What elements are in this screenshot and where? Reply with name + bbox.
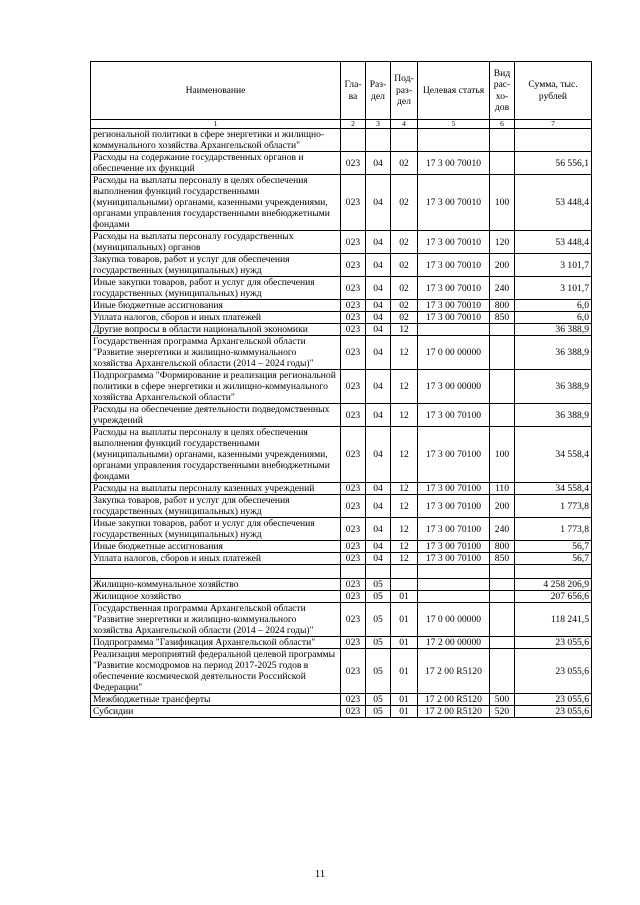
row-podrazdel-cell: 01 [391,603,418,637]
row-glava-cell: 023 [341,637,366,649]
column-number: 4 [391,120,418,129]
row-glava-cell: 023 [341,370,366,404]
row-name-cell: Закупка товаров, работ и услуг для обеспечения государственных (муниципальных) нужд [91,495,341,518]
row-target-cell: 17 3 00 70010 [418,254,490,277]
row-sum-cell: 36 388,9 [515,324,592,336]
table-row [91,404,592,427]
row-vid-cell: 850 [490,553,515,565]
row-sum-cell: 3 101,7 [515,254,592,277]
table-row [91,427,592,483]
row-target-cell: 17 3 00 00000 [418,370,490,404]
row-glava-cell: 023 [341,579,366,591]
row-target-cell: 17 2 00 R5120 [418,706,490,718]
row-razdel-cell: 04 [366,518,391,541]
table-row [91,541,592,553]
row-name-cell: Расходы на выплаты персоналу в целях обеспечения выполнения функций государственными (муниципальными) органами, казенными учреждениями, органами управления государственными внебюджетными фондами [91,175,341,231]
row-glava-cell: 023 [341,694,366,706]
row-target-cell: 17 3 00 70100 [418,518,490,541]
header-name: Наименование [91,62,341,120]
row-glava-cell: 023 [341,175,366,231]
row-razdel-cell: 05 [366,579,391,591]
row-glava-cell: 023 [341,336,366,370]
table-row [91,152,592,175]
row-name-cell: региональной политики в сфере энергетики и жилищно-коммунального хозяйства Архангельской области" [91,129,341,152]
row-razdel-cell: 04 [366,175,391,231]
row-sum-cell: 36 388,9 [515,404,592,427]
row-glava-cell: 023 [341,541,366,553]
row-name-cell: Иные бюджетные ассигнования [91,300,341,312]
table-row [91,637,592,649]
table-row [91,231,592,254]
row-name-cell: Расходы на выплаты персоналу государственных (муниципальных) органов [91,231,341,254]
row-glava-cell: 023 [341,277,366,300]
column-number: 6 [490,120,515,129]
row-name-cell: Расходы на содержание государственных органов и обеспечение их функций [91,152,341,175]
row-target-cell: 17 3 00 70010 [418,231,490,254]
row-name-cell: Жилищное хозяйство [91,591,341,603]
row-name-cell [91,565,341,579]
row-razdel-cell: 04 [366,324,391,336]
row-razdel-cell: 05 [366,591,391,603]
row-vid-cell: 800 [490,300,515,312]
row-glava-cell: 023 [341,603,366,637]
table-row [91,277,592,300]
row-target-cell [418,129,490,152]
row-sum-cell [515,129,592,152]
row-glava-cell: 023 [341,483,366,495]
row-target-cell: 17 3 00 70010 [418,312,490,324]
row-glava-cell: 023 [341,518,366,541]
row-target-cell: 17 3 00 70100 [418,427,490,483]
row-target-cell: 17 2 00 00000 [418,637,490,649]
row-vid-cell [490,591,515,603]
header-razdel: Раз-дел [366,62,391,120]
row-target-cell: 17 2 00 R5120 [418,694,490,706]
row-target-cell: 17 3 00 70100 [418,404,490,427]
row-razdel-cell: 04 [366,427,391,483]
row-sum-cell: 34 558,4 [515,427,592,483]
row-vid-cell: 500 [490,694,515,706]
row-vid-cell: 240 [490,277,515,300]
row-sum-cell: 56,7 [515,553,592,565]
row-glava-cell: 023 [341,254,366,277]
page-number: 11 [314,868,326,880]
row-vid-cell [490,565,515,579]
header-target: Целевая статья [418,62,490,120]
row-podrazdel-cell: 01 [391,591,418,603]
row-target-cell: 17 3 00 70100 [418,495,490,518]
row-podrazdel-cell: 02 [391,175,418,231]
row-vid-cell: 800 [490,541,515,553]
row-podrazdel-cell: 12 [391,541,418,553]
row-glava-cell: 023 [341,231,366,254]
row-podrazdel-cell: 02 [391,300,418,312]
row-sum-cell: 3 101,7 [515,277,592,300]
row-glava-cell [341,565,366,579]
row-podrazdel-cell: 12 [391,336,418,370]
row-target-cell [418,591,490,603]
table-row [91,129,592,152]
row-podrazdel-cell: 12 [391,553,418,565]
table-row [91,370,592,404]
row-name-cell: Государственная программа Архангельской области "Развитие энергетики и жилищно-коммунального хозяйства Архангельской области (2014 – 2024 годы)" [91,336,341,370]
header-vid: Вид рас-хо-дов [490,62,515,120]
row-podrazdel-cell: 12 [391,370,418,404]
row-razdel-cell: 04 [366,231,391,254]
row-sum-cell: 118 241,5 [515,603,592,637]
row-razdel-cell: 04 [366,277,391,300]
row-podrazdel-cell: 02 [391,231,418,254]
row-razdel-cell: 05 [366,637,391,649]
table-row [91,175,592,231]
row-sum-cell: 6,0 [515,312,592,324]
table-row [91,483,592,495]
row-podrazdel-cell: 12 [391,495,418,518]
table-row [91,254,592,277]
table-row [91,603,592,637]
row-name-cell: Межбюджетные трансферты [91,694,341,706]
table-row [91,312,592,324]
header-glava: Гла-ва [341,62,366,120]
header-podrazdel: Под-раз-дел [391,62,418,120]
row-sum-cell: 34 558,4 [515,483,592,495]
table-row [91,300,592,312]
row-name-cell: Субсидии [91,706,341,718]
row-glava-cell: 023 [341,324,366,336]
row-vid-cell: 100 [490,427,515,483]
row-name-cell: Уплата налогов, сборов и иных платежей [91,553,341,565]
row-vid-cell: 850 [490,312,515,324]
column-number: 1 [91,120,341,129]
column-number-row [91,120,592,129]
row-razdel-cell: 04 [366,254,391,277]
row-target-cell: 17 2 00 R5120 [418,649,490,694]
row-name-cell: Иные закупки товаров, работ и услуг для обеспечения государственных (муниципальных) нужд [91,277,341,300]
row-podrazdel-cell: 12 [391,324,418,336]
row-name-cell: Расходы на обеспечение деятельности подведомственных учреждений [91,404,341,427]
row-podrazdel-cell: 01 [391,694,418,706]
row-target-cell: 17 0 00 00000 [418,603,490,637]
row-target-cell: 17 3 00 70010 [418,300,490,312]
row-glava-cell: 023 [341,427,366,483]
row-vid-cell: 200 [490,254,515,277]
row-target-cell: 17 3 00 70100 [418,541,490,553]
column-number: 7 [515,120,592,129]
row-podrazdel-cell: 01 [391,637,418,649]
row-vid-cell: 240 [490,518,515,541]
row-glava-cell: 023 [341,312,366,324]
row-podrazdel-cell: 01 [391,706,418,718]
row-razdel-cell: 05 [366,694,391,706]
row-podrazdel-cell: 01 [391,649,418,694]
row-sum-cell: 4 258 206,9 [515,579,592,591]
table-row [91,591,592,603]
row-sum-cell: 56,7 [515,541,592,553]
row-podrazdel-cell: 12 [391,518,418,541]
row-target-cell: 17 0 00 00000 [418,336,490,370]
row-name-cell: Расходы на выплаты персоналу в целях обеспечения выполнения функций государственными (муниципальными) органами, казенными учреждениями, органами управления государственными внебюджетными фондами [91,427,341,483]
row-vid-cell [490,129,515,152]
row-razdel-cell: 04 [366,483,391,495]
row-name-cell: Другие вопросы в области национальной экономики [91,324,341,336]
row-name-cell: Уплата налогов, сборов и иных платежей [91,312,341,324]
row-sum-cell [515,565,592,579]
row-razdel-cell: 04 [366,541,391,553]
table-row [91,694,592,706]
row-podrazdel-cell: 12 [391,483,418,495]
row-name-cell: Государственная программа Архангельской области "Развитие энергетики и жилищно-коммунального хозяйства Архангельской области (2014 – 2024 годы)" [91,603,341,637]
row-vid-cell: 110 [490,483,515,495]
row-razdel-cell: 05 [366,706,391,718]
row-sum-cell: 53 448,4 [515,231,592,254]
column-number: 5 [418,120,490,129]
row-razdel-cell: 04 [366,404,391,427]
row-vid-cell: 520 [490,706,515,718]
row-glava-cell: 023 [341,553,366,565]
row-sum-cell: 207 656,6 [515,591,592,603]
row-sum-cell: 6,0 [515,300,592,312]
row-glava-cell: 023 [341,649,366,694]
row-podrazdel-cell [391,579,418,591]
table-row [91,336,592,370]
row-target-cell: 17 3 00 70010 [418,175,490,231]
row-sum-cell: 23 055,6 [515,694,592,706]
row-podrazdel-cell: 02 [391,277,418,300]
table-row [91,553,592,565]
row-target-cell [418,565,490,579]
header-sum: Сумма, тыс. рублей [515,62,592,120]
row-vid-cell: 200 [490,495,515,518]
table-row [91,579,592,591]
row-name-cell: Иные закупки товаров, работ и услуг для обеспечения государственных (муниципальных) нужд [91,518,341,541]
row-razdel-cell [366,129,391,152]
row-podrazdel-cell [391,129,418,152]
row-razdel-cell: 05 [366,649,391,694]
row-vid-cell [490,336,515,370]
row-sum-cell: 23 055,6 [515,637,592,649]
header-row [91,62,592,120]
row-target-cell: 17 3 00 70010 [418,277,490,300]
row-target-cell [418,324,490,336]
row-sum-cell: 53 448,4 [515,175,592,231]
row-podrazdel-cell: 12 [391,404,418,427]
row-sum-cell: 1 773,8 [515,518,592,541]
table-body [91,129,592,718]
row-razdel-cell: 04 [366,495,391,518]
row-podrazdel-cell: 02 [391,152,418,175]
row-razdel-cell: 04 [366,336,391,370]
row-name-cell: Подпрограмма "Формирование и реализация региональной политики в сфере энергетики и жилищно-коммунального хозяйства Архангельской области" [91,370,341,404]
column-number: 3 [366,120,391,129]
row-target-cell: 17 3 00 70100 [418,553,490,565]
row-vid-cell: 120 [490,231,515,254]
row-sum-cell: 23 055,6 [515,706,592,718]
row-razdel-cell [366,565,391,579]
row-vid-cell [490,603,515,637]
row-podrazdel-cell: 02 [391,254,418,277]
row-razdel-cell: 04 [366,312,391,324]
row-podrazdel-cell: 02 [391,312,418,324]
budget-table [90,61,592,718]
row-sum-cell: 36 388,9 [515,336,592,370]
row-razdel-cell: 04 [366,300,391,312]
row-sum-cell: 36 388,9 [515,370,592,404]
row-target-cell: 17 3 00 70010 [418,152,490,175]
row-glava-cell: 023 [341,706,366,718]
table-row [91,565,592,579]
row-vid-cell [490,637,515,649]
table-row [91,518,592,541]
row-vid-cell [490,579,515,591]
row-sum-cell: 56 556,1 [515,152,592,175]
row-sum-cell: 23 055,6 [515,649,592,694]
row-podrazdel-cell [391,565,418,579]
row-glava-cell: 023 [341,591,366,603]
row-vid-cell [490,152,515,175]
row-vid-cell [490,370,515,404]
row-name-cell: Закупка товаров, работ и услуг для обеспечения государственных (муниципальных) нужд [91,254,341,277]
row-razdel-cell: 04 [366,152,391,175]
row-name-cell: Расходы на выплаты персоналу казенных учреждений [91,483,341,495]
row-vid-cell [490,404,515,427]
row-glava-cell: 023 [341,300,366,312]
row-glava-cell: 023 [341,404,366,427]
row-vid-cell: 100 [490,175,515,231]
row-target-cell: 17 3 00 70100 [418,483,490,495]
table-row [91,706,592,718]
row-razdel-cell: 04 [366,553,391,565]
table-row [91,649,592,694]
row-glava-cell [341,129,366,152]
row-glava-cell: 023 [341,152,366,175]
row-glava-cell: 023 [341,495,366,518]
row-name-cell: Иные бюджетные ассигнования [91,541,341,553]
row-name-cell: Жилищно-коммунальное хозяйство [91,579,341,591]
table-row [91,324,592,336]
row-razdel-cell: 05 [366,603,391,637]
row-name-cell: Подпрограмма "Газификация Архангельской области" [91,637,341,649]
row-target-cell [418,579,490,591]
table-row [91,495,592,518]
column-number: 2 [341,120,366,129]
row-razdel-cell: 04 [366,370,391,404]
row-podrazdel-cell: 12 [391,427,418,483]
row-name-cell: Реализация мероприятий федеральной целевой программы "Развитие космодромов на период 2017-2025 годов в обеспечение космической деятельности Российской Федерации" [91,649,341,694]
row-sum-cell: 1 773,8 [515,495,592,518]
row-vid-cell [490,324,515,336]
row-vid-cell [490,649,515,694]
